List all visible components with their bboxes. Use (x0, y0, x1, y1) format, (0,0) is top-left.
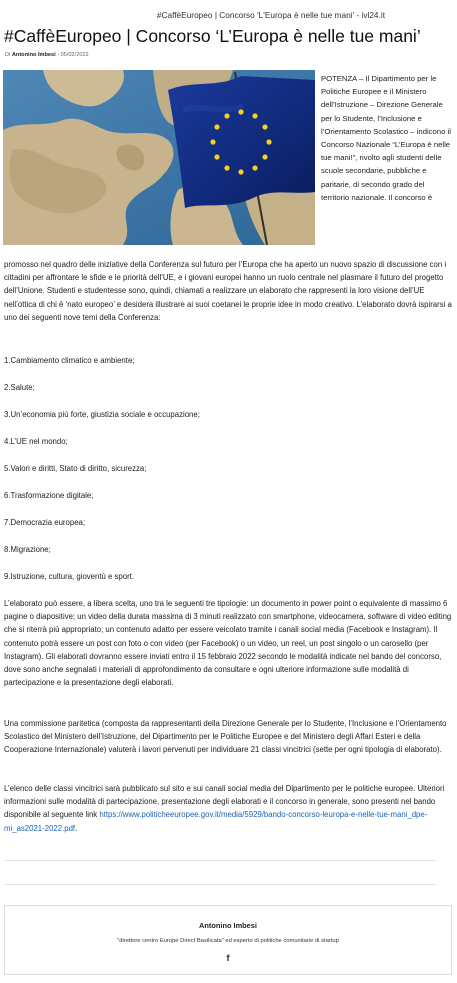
author-box (4, 905, 452, 975)
format-paragraph: L’elaborato può essere, a libera scelta, uno tra le seguenti tre tipologie: un documento in power point o equivalente di massimo 6 pagine o diapositive; un video della durata massima di 3 minuti realizzato con smartphone, videocamera, software di video editing che si riterrà più appropriato; un contenuto adatto per essere veicolato tramite i canali social media (Facebook e Instagram). Il contenuto potrà essere un post con foto o con video (per Facebook) o un video, un reel, un post singolo o un carosello (per Instagram). Gli elaborati dovranno essere inviati entro il 15 febbraio 2022 secondo le modalità indicate nel bando del concorso, dove sono anche segnalati i materiali di approfondimento da consultare e ogni ulteriore informazione sulle modalità di partecipazione e la presentazione degli elaborati. (4, 599, 452, 688)
byline (5, 52, 89, 58)
divider (4, 860, 437, 861)
list-item: 2.Salute; (4, 383, 35, 392)
author-name[interactable]: Antonino Imbesi (199, 921, 257, 930)
bando-pdf-link[interactable]: https://www.politicheeuropee.gov.it/media/5929/bando-concorso-leuropa-e-nelle-tue-mani_dpe-mi_as2021-2022.pdf (4, 810, 428, 833)
divider (4, 884, 437, 885)
list-item: 3.Un’economia più forte, giustizia sociale e occupazione; (4, 410, 200, 419)
author-bio: "direttore centro Europe Direct Basilicata" ed esperto di politiche comunitarie di startup (117, 938, 339, 944)
list-item: 5.Valori e diritti, Stato di diritto, sicurezza; (4, 464, 147, 473)
link-suffix: . (75, 823, 78, 833)
commission-paragraph: Una commissione paritetica (composta da rappresentanti della Direzione Generale per lo Studente, l’Inclusione e l’Orientamento Scolastico del Ministero dell’Istruzione, del Dipartimento per le Politiche Europee e del Ministero degli Affari Esteri e della Cooperazione Internazionale) valuterà i lavori pervenuti per individuare 21 classi vincitrici (sette per ogni tipologia di elaborato). (4, 719, 447, 755)
list-item: 6.Trasformazione digitale; (4, 491, 94, 500)
publish-date: - 05/02/2022 (57, 52, 89, 58)
facebook-icon[interactable]: f (226, 953, 230, 963)
winners-paragraph (4, 782, 454, 835)
article-title: #CaffèEuropeo | Concorso ‘L’Europa è nelle tue mani’ (4, 26, 421, 46)
list-item: 1.Cambiamento climatico e ambiente; (4, 356, 135, 365)
list-item: 9.Istruzione, cultura, gioventù e sport. (4, 572, 135, 581)
winners-text: L’elenco delle classi vincitrici sarà pubblicato sul sito e sui canali social media del Dipartimento per le politiche europee. Ulteriori informazioni sulle modalità di partecipazione, presentazione degli elaborati e il concorso in generale, sono presenti nel bando disponibile al seguente link (4, 784, 445, 820)
list-item: 4.L’UE nel mondo; (4, 437, 68, 446)
byline-prefix: Di (5, 52, 11, 58)
featured-image (3, 70, 315, 245)
list-item: 7.Democrazia europea; (4, 518, 86, 527)
page-header-title: #CaffèEuropeo | Concorso 'L'Europa è nelle tue mani' - ivl24.it (156, 10, 385, 20)
intro-paragraph: POTENZA – Il Dipartimento per le Politiche Europee e il Ministero dell’Istruzione – Direzione Generale per lo Studente, l’Inclusione e l’Orientamento Scolastico – indicono il Concorso Nazionale “L’Europa è nelle tue mani!”, rivolto agli studenti delle scuole secondarie, pubbliche e paritarie, di secondo grado del territorio nazionale. Il concorso è (321, 74, 451, 202)
author-link[interactable]: Antonino Imbesi (11, 52, 56, 58)
body-paragraph: promosso nel quadro delle iniziative della Conferenza sul futuro per l’Europa che ha aperto un nuovo spazio di discussione con i cittadini per affrontare le sfide e le priorità dell’UE, e i giovani europei hanno un ruolo centrale nel plasmare il futuro del progetto dell’Unione. Studenti e studentesse sono, quindi, chiamati a realizzare un elaborato che rappresenti la loro visione dell’UE nell’ottica di chi è ‘nato europeo’ e desidera illustrare ai suoi coetanei le proprie idee in modo creativo. L’elaborato dovrà ispirarsi a uno dei seguenti nove temi della Conferenza: (4, 260, 452, 322)
list-item: 8.Migrazione; (4, 545, 51, 554)
